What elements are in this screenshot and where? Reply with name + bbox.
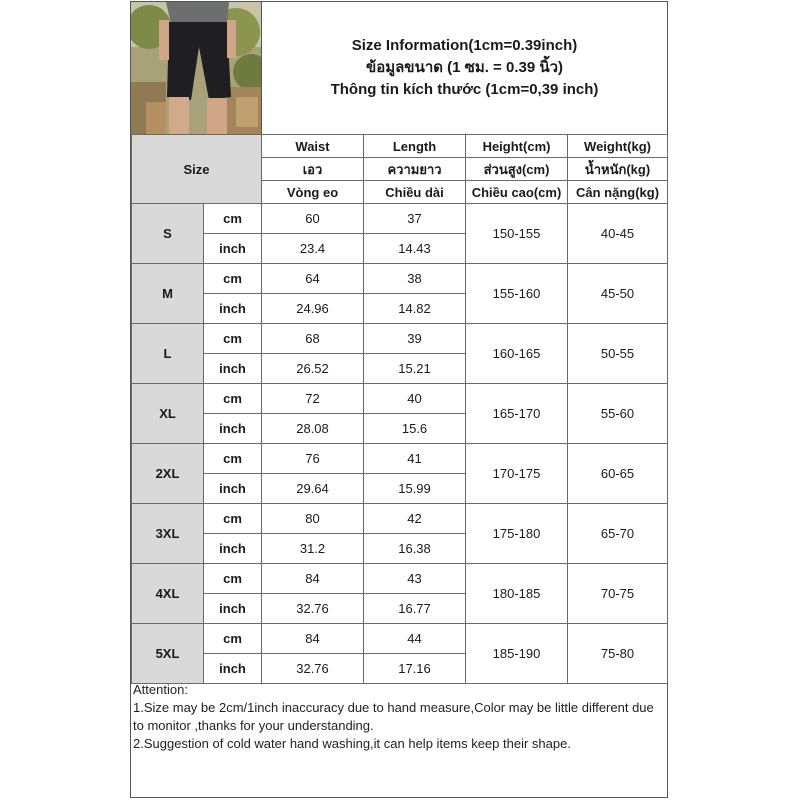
length-cm-cell: 37 [364,204,466,234]
waist-inch-cell: 32.76 [262,654,364,684]
length-cm-cell: 38 [364,264,466,294]
attention-line-2: 2.Suggestion of cold water hand washing,it can help items keep their shape. [133,736,571,751]
weight-cell: 65-70 [568,504,668,564]
photo-shorts-model-icon [131,2,262,134]
col-header-weight-en: Weight(kg) [568,135,668,158]
height-cell: 175-180 [466,504,568,564]
weight-cell: 40-45 [568,204,668,264]
length-cm-cell: 43 [364,564,466,594]
weight-cell: 70-75 [568,564,668,624]
attention-title: Attention: [133,682,188,697]
table-row [132,564,668,594]
size-header: Size [132,135,262,204]
size-label: M [132,264,204,324]
col-header-length-en: Length [364,135,466,158]
height-cell: 185-190 [466,624,568,684]
height-cell: 150-155 [466,204,568,264]
col-header-weight-vi: Cân nặng(kg) [568,181,668,204]
weight-cell: 55-60 [568,384,668,444]
unit-cm-label: cm [204,444,262,474]
length-cm-cell: 42 [364,504,466,534]
attention-note [131,681,667,753]
unit-inch-label: inch [204,654,262,684]
chart-header [131,2,667,135]
waist-cm-cell: 76 [262,444,364,474]
unit-inch-label: inch [204,594,262,624]
info-title-en: Size Information(1cm=0.39inch) [351,37,578,54]
size-label: S [132,204,204,264]
height-cell: 160-165 [466,324,568,384]
waist-cm-cell: 84 [262,564,364,594]
length-cm-cell: 44 [364,624,466,654]
table-row [132,204,668,234]
unit-cm-label: cm [204,204,262,234]
info-title-th: ข้อมูลขนาด (1 ซม. = 0.39 นิ้ว) [365,59,564,76]
size-label: L [132,324,204,384]
waist-cm-cell: 84 [262,624,364,654]
waist-inch-cell: 23.4 [262,234,364,264]
length-cm-cell: 41 [364,444,466,474]
table-row [132,384,668,414]
waist-cm-cell: 64 [262,264,364,294]
size-label: 5XL [132,624,204,684]
waist-inch-cell: 29.64 [262,474,364,504]
waist-inch-cell: 24.96 [262,294,364,324]
height-cell: 165-170 [466,384,568,444]
length-inch-cell: 15.21 [364,354,466,384]
table-row [132,624,668,654]
unit-cm-label: cm [204,564,262,594]
unit-cm-label: cm [204,264,262,294]
length-cm-cell: 40 [364,384,466,414]
length-inch-cell: 16.38 [364,534,466,564]
waist-inch-cell: 28.08 [262,414,364,444]
col-header-waist-vi: Vòng eo [262,181,364,204]
waist-cm-cell: 72 [262,384,364,414]
unit-inch-label: inch [204,534,262,564]
table-row [132,444,668,474]
weight-cell: 50-55 [568,324,668,384]
unit-cm-label: cm [204,324,262,354]
size-chart [130,1,668,798]
height-cell: 170-175 [466,444,568,504]
col-header-weight-th: น้ำหนัก(kg) [568,158,668,181]
height-cell: 155-160 [466,264,568,324]
length-inch-cell: 16.77 [364,594,466,624]
unit-cm-label: cm [204,384,262,414]
col-header-height-vi: Chiều cao(cm) [466,181,568,204]
waist-cm-cell: 60 [262,204,364,234]
size-label: XL [132,384,204,444]
table-row [132,504,668,534]
unit-cm-label: cm [204,624,262,654]
size-label: 2XL [132,444,204,504]
weight-cell: 60-65 [568,444,668,504]
table-row [132,324,668,354]
height-cell: 180-185 [466,564,568,624]
col-header-waist-th: เอว [262,158,364,181]
waist-inch-cell: 31.2 [262,534,364,564]
unit-inch-label: inch [204,294,262,324]
length-inch-cell: 17.16 [364,654,466,684]
waist-cm-cell: 68 [262,324,364,354]
table-row [132,264,668,294]
size-table [131,134,668,684]
product-photo [131,2,262,134]
unit-inch-label: inch [204,414,262,444]
length-inch-cell: 14.82 [364,294,466,324]
size-label: 3XL [132,504,204,564]
size-label: 4XL [132,564,204,624]
unit-inch-label: inch [204,474,262,504]
length-inch-cell: 15.6 [364,414,466,444]
col-header-height-en: Height(cm) [466,135,568,158]
waist-inch-cell: 26.52 [262,354,364,384]
attention-line-1: 1.Size may be 2cm/1inch inaccuracy due to hand measure,Color may be little different due to monitor ,thanks for your understanding. [133,700,654,733]
col-header-length-vi: Chiều dài [364,181,466,204]
length-inch-cell: 15.99 [364,474,466,504]
waist-inch-cell: 32.76 [262,594,364,624]
waist-cm-cell: 80 [262,504,364,534]
col-header-waist-en: Waist [262,135,364,158]
length-cm-cell: 39 [364,324,466,354]
weight-cell: 45-50 [568,264,668,324]
unit-inch-label: inch [204,234,262,264]
unit-inch-label: inch [204,354,262,384]
col-header-length-th: ความยาว [364,158,466,181]
length-inch-cell: 14.43 [364,234,466,264]
weight-cell: 75-80 [568,624,668,684]
col-header-height-th: ส่วนสูง(cm) [466,158,568,181]
size-info [262,2,667,134]
unit-cm-label: cm [204,504,262,534]
info-title-vi: Thông tin kích thước (1cm=0,39 inch) [330,81,599,98]
